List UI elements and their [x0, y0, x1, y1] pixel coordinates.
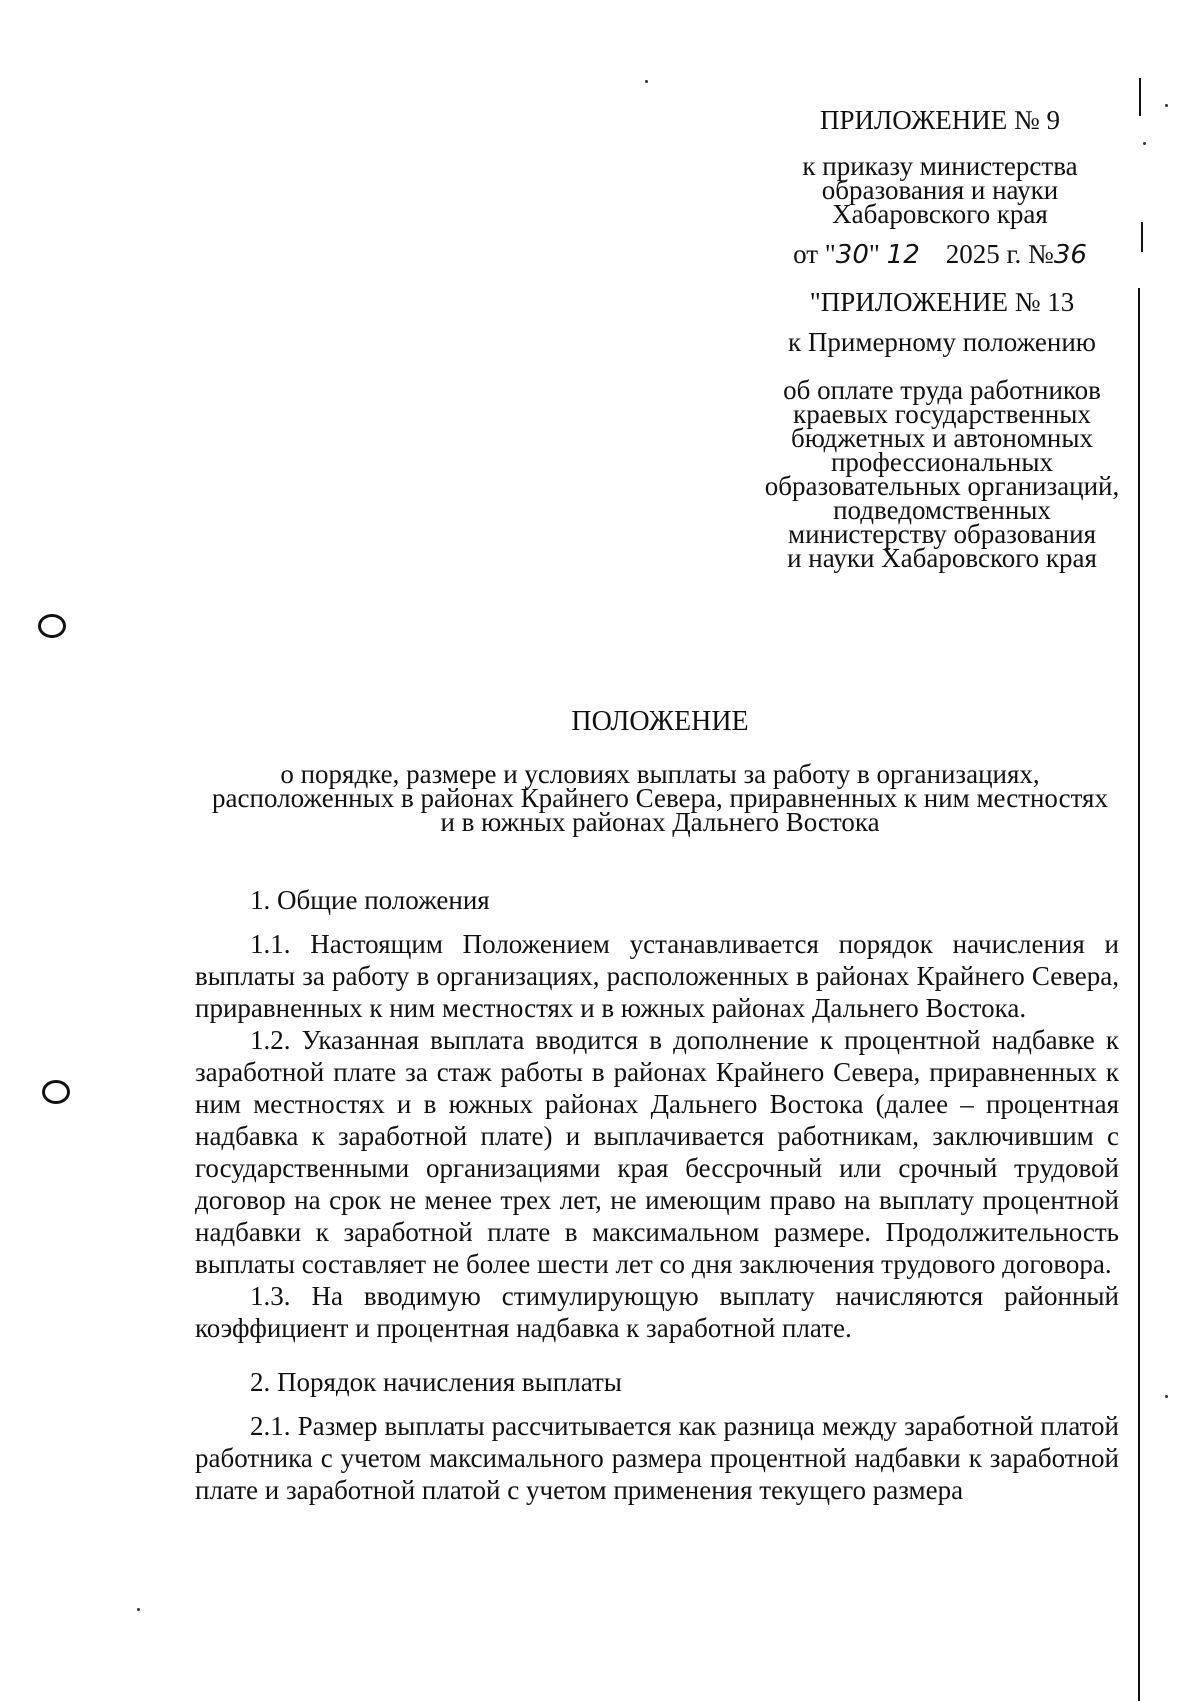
title-main: ПОЛОЖЕНИЕ: [571, 706, 749, 737]
handwritten-month: 12: [886, 240, 920, 270]
punch-hole-icon: [42, 1080, 70, 1104]
appendix-line: бюджетных и автономных: [790, 423, 1093, 453]
scan-speck: [137, 1608, 140, 1611]
order-header-line: образования и науки: [821, 175, 1059, 205]
order-appendix-title: ПРИЛОЖЕНИЕ № 9: [819, 105, 1061, 135]
section-heading-2: 2. Порядок начисления выплаты: [250, 1367, 622, 1397]
spacer: [195, 1344, 1119, 1366]
document-title: [180, 706, 1140, 837]
scan-margin-line: [1139, 78, 1141, 116]
order-date-line: [760, 239, 1120, 270]
paragraph-2-1: 2.1. Размер выплаты рассчитывается как разница между заработной платой работника с учетом максимального размера процентной надбавки к заработной плате и заработной платой с учетом применения текущего размера: [195, 1411, 1119, 1505]
scan-margin-line: [1141, 222, 1143, 252]
handwritten-day: 30: [835, 240, 869, 270]
order-header-line: к приказу министерства: [802, 151, 1078, 181]
order-header: [760, 105, 1120, 270]
appendix-line: министерству образования: [788, 519, 1096, 549]
date-prefix: от ": [793, 239, 836, 269]
appendix-title: "ПРИЛОЖЕНИЕ № 13: [809, 287, 1075, 317]
scan-speck: [645, 80, 648, 83]
handwritten-number: 36: [1053, 240, 1087, 270]
paragraph-1-2: 1.2. Указанная выплата вводится в дополнение к процентной надбавке к заработной плате за стаж работы в районах Крайнего Севера, приравненных к ним местностях и в южных районах Дальнего Востока (далее – процентная надбавка к заработной плате) и выплачивается работникам, заключившим с государственными организациями края бессрочный или срочный трудовой договор на срок не менее трех лет, не имеющим право на выплату процентной надбавки к заработной плате в максимальном размере. Продолжительность выплаты составляет не более шести лет со дня заключения трудового договора.: [195, 1025, 1119, 1279]
appendix-line: подведомственных: [833, 495, 1051, 525]
appendix-line: и науки Хабаровского края: [787, 543, 1097, 573]
document-body: [195, 884, 1119, 1506]
date-year: 2025 г. №: [945, 239, 1054, 269]
appendix-line: об оплате труда работников: [783, 375, 1101, 405]
appendix-line: образовательных организаций,: [764, 471, 1120, 501]
title-line: и в южных районах Дальнего Востока: [440, 807, 880, 837]
order-header-line: Хабаровского края: [832, 199, 1048, 229]
paragraph-1-1: 1.1. Настоящим Положением устанавливается порядок начисления и выплаты за работу в организациях, расположенных в районах Крайнего Севера, приравненных к ним местностях и в южных районах Дальнего Востока.: [195, 929, 1119, 1023]
title-line: о порядке, размере и условиях выплаты за работу в организациях,: [280, 759, 1040, 789]
scan-speck: [1143, 142, 1146, 145]
appendix-line: краевых государственных: [793, 399, 1091, 429]
scan-margin-line: [1138, 288, 1140, 1701]
paragraph-1-3: 1.3. На вводимую стимулирующую выплату начисляются районный коэффициент и процентная надбавка к заработной плате.: [195, 1281, 1119, 1343]
section-heading-1: 1. Общие положения: [250, 885, 490, 915]
date-mid: ": [868, 239, 887, 269]
punch-hole-icon: [38, 614, 66, 638]
title-line: расположенных в районах Крайнего Севера, приравненных к ним местностях: [212, 783, 1108, 813]
appendix-header: [742, 287, 1142, 573]
appendix-line: к Примерному положению: [788, 327, 1096, 357]
scan-speck: [1165, 104, 1168, 107]
scan-speck: [1165, 1395, 1168, 1398]
appendix-line: профессиональных: [830, 447, 1054, 477]
